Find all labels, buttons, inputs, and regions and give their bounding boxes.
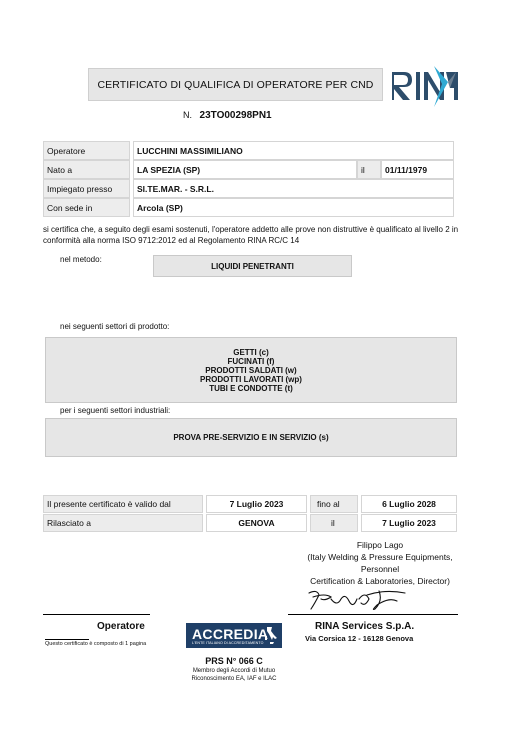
prs-note-line2: Riconoscimento EA, IAF e ILAC: [191, 676, 277, 682]
product-sector-item: TUBI E CONDOTTE (t): [209, 383, 293, 393]
seat-value: Arcola (SP): [133, 198, 454, 217]
method-box: [153, 255, 352, 277]
accredia-logo: [186, 623, 282, 648]
operator-row-employer: [43, 179, 454, 198]
industrial-sectors-label: per i seguenti settori industriali:: [60, 406, 171, 415]
signature-line: [288, 614, 458, 615]
signer-role-line2: Personnel: [360, 564, 400, 574]
certificate-number: [183, 110, 272, 121]
signer-role-line3: Certification & Laboratories, Director): [310, 576, 450, 586]
birth-date-label: il: [357, 160, 381, 179]
birth-place-label: Nato a: [43, 160, 130, 179]
certificate-title-text: CERTIFICATO DI QUALIFICA DI OPERATORE PER CND: [97, 78, 374, 91]
product-sector-item: PRODOTTI SALDATI (w): [205, 365, 297, 375]
birth-date-value: 01/11/1979: [381, 160, 454, 179]
product-sector-item: PRODOTTI LAVORATI (wp): [200, 374, 302, 384]
issued-date-label: il: [310, 514, 358, 532]
operator-value: LUCCHINI MASSIMILIANO: [133, 141, 454, 160]
signer-name: Filippo Lago: [356, 540, 404, 550]
method-label: nel metodo:: [60, 255, 102, 264]
product-sector-item: GETTI (c): [233, 347, 269, 357]
issued-date-value: 7 Luglio 2023: [361, 514, 457, 532]
valid-from-label: Il presente certificato è valido dal: [43, 495, 203, 513]
validity-row: [43, 495, 457, 513]
employer-value: SI.TE.MAR. - S.R.L.: [133, 179, 454, 198]
pages-note: Questo certificato è composto di 1 pagina: [45, 641, 147, 647]
prs-note-line1: Membro degli Accordi di Mutuo: [192, 668, 276, 674]
signer-role-line1: (Italy Welding & Pressure Equipments,: [307, 552, 453, 562]
note-underline: [45, 639, 89, 640]
certification-statement: si certifica che, a seguito degli esami sostenuti, l'operatore addetto alle prove non distruttive è qualificato al livello 2 in conformità alla norma ISO 9712:2012 ed al Regolamento RINA RC/C 14: [43, 225, 459, 245]
accredia-name: ACCREDIA: [192, 626, 269, 642]
product-sector-item: FUCINATI (f): [227, 356, 275, 366]
italy-map-icon: [264, 626, 278, 645]
accredia-tagline: L'ENTE ITALIANO DI ACCREDITAMENTO: [192, 641, 264, 645]
handwritten-signature: [305, 587, 420, 613]
company-name: RINA Services S.p.A.: [315, 621, 415, 632]
prs-note: [181, 667, 287, 683]
issued-place-value: GENOVA: [206, 514, 307, 532]
issue-row: [43, 514, 457, 532]
industrial-sector-value: PROVA PRE-SERVIZIO E IN SERVIZIO (s): [173, 433, 329, 442]
certificate-number-value: 23TO00298PN1: [199, 110, 272, 121]
industrial-sectors-box: [45, 418, 457, 457]
birth-place-value: LA SPEZIA (SP): [133, 160, 357, 179]
operator-row-seat: [43, 198, 454, 217]
operator-label: Operatore: [43, 141, 130, 160]
product-sectors-box: [45, 337, 457, 403]
issued-place-label: Rilasciato a: [43, 514, 203, 532]
product-sectors-label: nei seguenti settori di prodotto:: [60, 322, 170, 331]
certificate-title: [88, 68, 383, 101]
operator-row-birth: [43, 160, 454, 179]
method-value: LIQUIDI PENETRANTI: [211, 261, 294, 271]
rina-logo: [390, 66, 460, 108]
certificate-number-prefix: N.: [183, 110, 192, 120]
valid-to-label: fino al: [310, 495, 358, 513]
operator-row-name: [43, 141, 454, 160]
employer-label: Impiegato presso: [43, 179, 130, 198]
rina-logo-icon: [390, 66, 460, 108]
valid-to-value: 6 Luglio 2028: [361, 495, 457, 513]
company-address: Via Corsica 12 - 16128 Genova: [305, 634, 414, 643]
prs-number: PRS N° 066 C: [205, 656, 263, 666]
valid-from-value: 7 Luglio 2023: [206, 495, 307, 513]
seat-label: Con sede in: [43, 198, 130, 217]
signer-block: [300, 539, 460, 587]
operator-signature-label: Operatore: [97, 621, 145, 632]
operator-signature-line: [43, 614, 150, 615]
